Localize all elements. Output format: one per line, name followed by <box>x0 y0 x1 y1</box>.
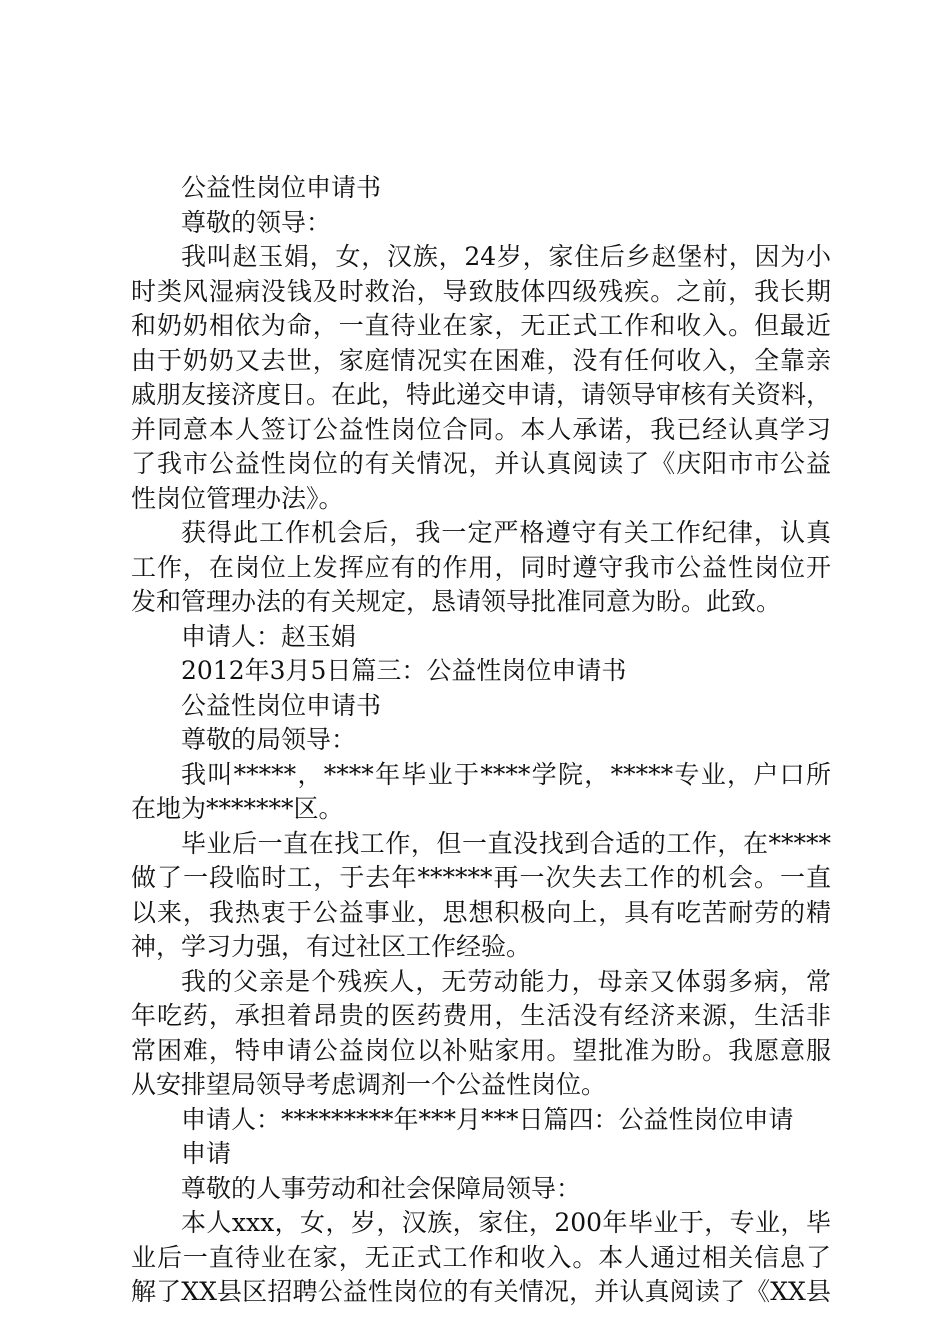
paragraph-line: 做了一段临时工，于去年******再一次失去工作的机会。一直 <box>131 863 831 892</box>
salutation: 尊敬的人事劳动和社会保障局领导： <box>181 1173 582 1203</box>
paragraph-line: 我的父亲是个残疾人，无劳动能力，母亲又体弱多病，常 <box>181 966 831 996</box>
paragraph-line: 常困难，特申请公益岗位以补贴家用。望批准为盼。我愿意服 <box>131 1035 831 1065</box>
paragraph-line: 时类风湿病没钱及时救治，导致肢体四级残疾。之前，我长期 <box>131 276 831 306</box>
paragraph-line: 以来，我热衷于公益事业，思想积极向上，具有吃苦耐劳的精 <box>131 897 831 927</box>
paragraph-line: 了我市公益性岗位的有关情况，并认真阅读了《庆阳市市公益 <box>131 449 831 478</box>
salutation: 尊敬的局领导： <box>181 725 357 754</box>
paragraph-line: 从安排望局领导考虑调剂一个公益性岗位。 <box>131 1070 607 1099</box>
paragraph-line: 解了XX县区招聘公益性岗位的有关情况，并认真阅读了《XX县 <box>131 1277 831 1306</box>
paragraph-line: 神，学习力强，有过社区工作经验。 <box>131 932 532 961</box>
paragraph-line: 和奶奶相依为命，一直待业在家，无正式工作和收入。但最近 <box>131 311 831 340</box>
paragraph-line: 我叫赵玉娟，女，汉族，24岁，家住后乡赵堡村，因为小 <box>181 242 831 271</box>
paragraph-line: 工作，在岗位上发挥应有的作用，同时遵守我市公益性岗位开 <box>131 552 831 582</box>
salutation: 尊敬的领导： <box>181 207 332 237</box>
date-line: 2012年3月5日篇三：公益性岗位申请书 <box>181 656 627 685</box>
paragraph-line: 毕业后一直在找工作，但一直没找到合适的工作，在***** <box>181 828 831 858</box>
paragraph-line: 发和管理办法的有关规定，恳请领导批准同意为盼。此致。 <box>131 587 782 616</box>
document-body <box>131 171 831 1310</box>
doc-title: 公益性岗位申请书 <box>181 173 382 202</box>
section-title: 公益性岗位申请书 <box>181 690 382 720</box>
paragraph-line: 我叫*****，****年毕业于****学院，*****专业，户口所 <box>181 759 831 789</box>
paragraph-line: 在地为*******区。 <box>131 794 344 823</box>
section-title: 申请 <box>181 1139 232 1168</box>
paragraph-line: 年吃药，承担着昂贵的医药费用，生活没有经济来源，生活非 <box>131 1001 831 1030</box>
paragraph-line: 由于奶奶又去世，家庭情况实在困难，没有任何收入，全靠亲 <box>131 345 831 375</box>
paragraph-line: 性岗位管理办法》。 <box>131 483 344 513</box>
applicant-signature: 申请人：*********年***月***日篇四：公益性岗位申请 <box>181 1104 794 1134</box>
paragraph-line: 业后一直待业在家，无正式工作和收入。本人通过相关信息了 <box>131 1242 831 1272</box>
applicant-signature: 申请人：赵玉娟 <box>181 621 357 651</box>
paragraph-line: 本人xxx，女，岁，汉族，家住，200年毕业于，专业，毕 <box>181 1208 831 1237</box>
paragraph-line: 获得此工作机会后，我一定严格遵守有关工作纪律，认真 <box>181 518 831 547</box>
paragraph-line: 戚朋友接济度日。在此，特此递交申请，请领导审核有关资料， <box>131 380 831 409</box>
paragraph-line: 并同意本人签订公益性岗位合同。本人承诺，我已经认真学习 <box>131 414 831 444</box>
